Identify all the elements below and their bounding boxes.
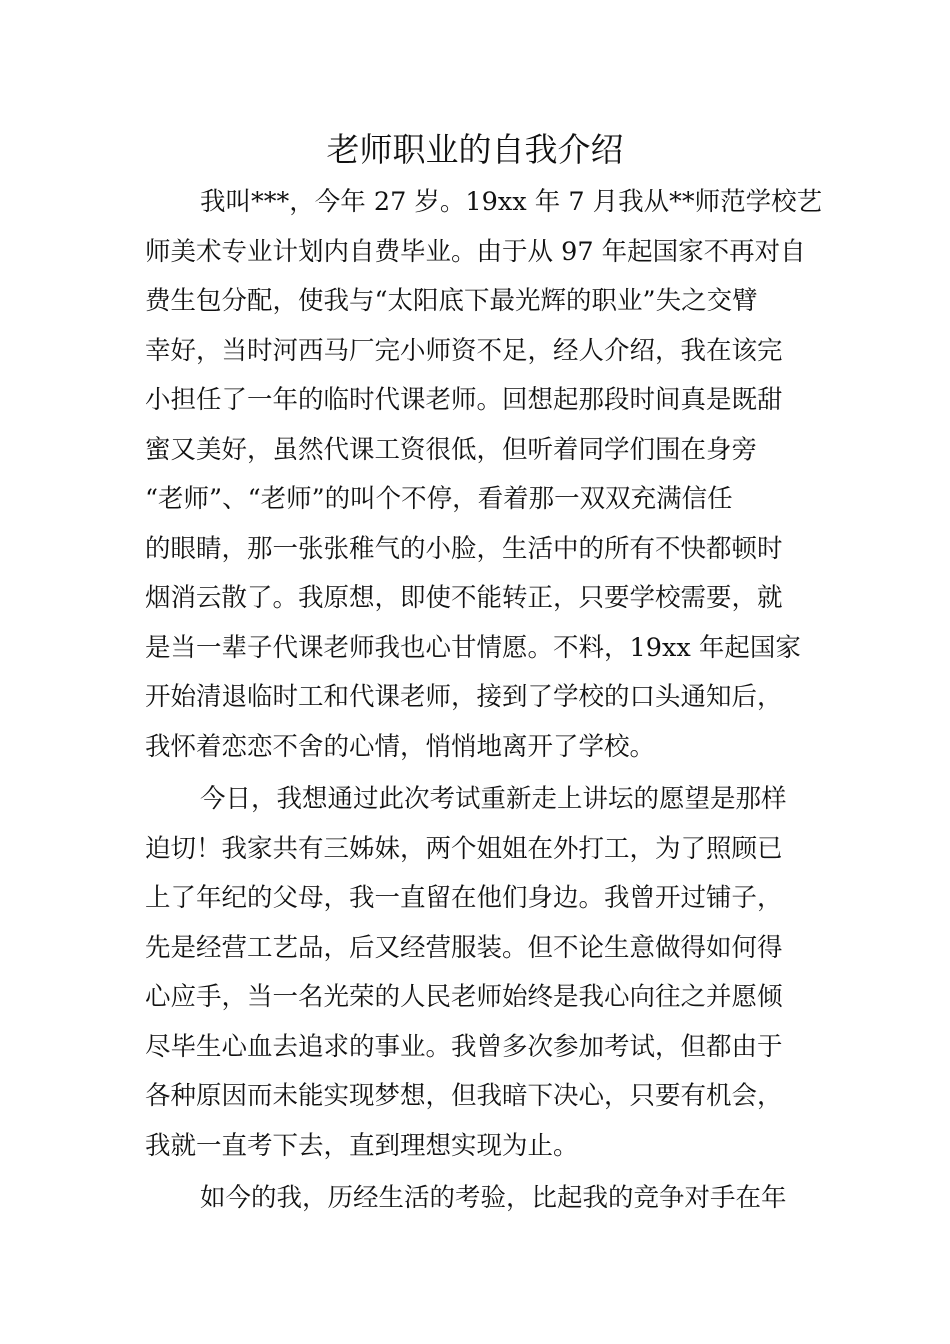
text-line: 烟消云散了。我原想，即使不能转正，只要学校需要，就 [145,583,783,613]
document-title: 老师职业的自我介绍 [326,130,624,169]
text-line: 如今的我，历经生活的考验，比起我的竞争对手在年 [200,1183,787,1213]
text-line: 小担任了一年的临时代课老师。回想起那段时间真是既甜 [145,385,783,415]
text-line: 我就一直考下去，直到理想实现为止。 [145,1130,579,1161]
text-line: 各种原因而未能实现梦想，但我暗下决心，只要有机会， [145,1081,783,1111]
text-line: 师美术专业计划内自费毕业。由于从 97 年起国家不再对自 [145,236,806,267]
text-line: 费生包分配，使我与“太阳底下最光辉的职业”失之交臂 [145,286,758,316]
paragraph-3 [145,1174,807,1224]
text-line: 心应手，当一名光荣的人民老师始终是我心向往之并愿倾 [145,982,783,1012]
text-line: 是当一辈子代课老师我也心甘情愿。不料，19xx 年起国家 [145,632,801,663]
text-line: 今日，我想通过此次考试重新走上讲坛的愿望是那样 [200,784,787,814]
paragraph-2 [145,775,807,1171]
text-line: 上了年纪的父母，我一直留在他们身边。我曾开过铺子， [145,883,783,913]
text-line: 的眼睛，那一张张稚气的小脸，生活中的所有不快都顿时 [145,533,783,564]
text-line: 尽毕生心血去追求的事业。我曾多次参加考试，但都由于 [145,1031,783,1062]
text-line: 我叫***，今年 27 岁。19xx 年 7 月我从**师范学校艺 [200,187,823,217]
document-body [145,178,823,1224]
text-line: 迫切！我家共有三姊妹，两个姐姐在外打工，为了照顾已 [145,833,783,864]
text-line: 蜜又美好，虽然代课工资很低，但听着同学们围在身旁 [145,434,758,465]
text-line: 幸好，当时河西马厂完小师资不足，经人介绍，我在该完 [145,335,783,366]
text-line: “老师”、“老师”的叫个不停，看着那一双双充满信任 [145,484,733,514]
text-line: 开始清退临时工和代课老师，接到了学校的口头通知后， [145,682,783,712]
text-line: 先是经营工艺品，后又经营服装。但不论生意做得如何得 [145,932,783,963]
text-line: 我怀着恋恋不舍的心情，悄悄地离开了学校。 [145,731,656,762]
paragraph-1 [145,178,823,772]
